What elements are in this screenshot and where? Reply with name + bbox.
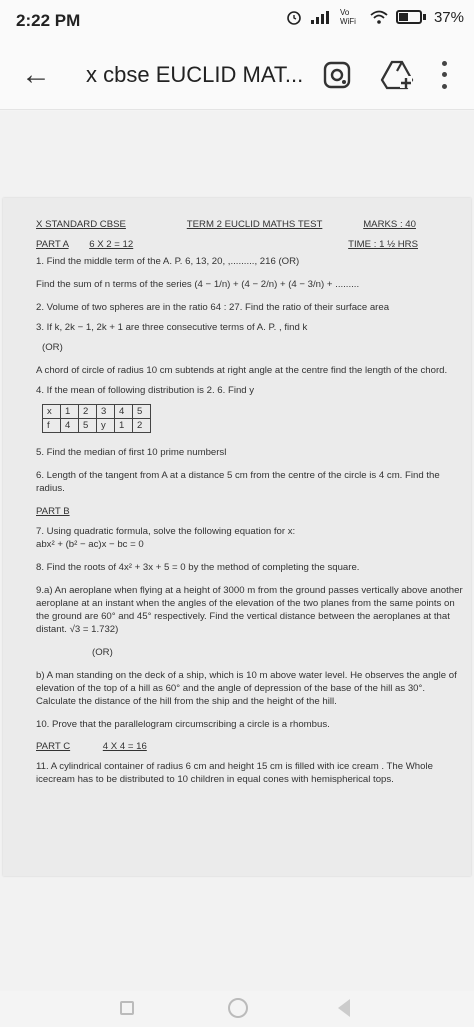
question-2: 2. Volume of two spheres are in the ratio 64 : 27. Find the ratio of their surface area — [36, 301, 390, 313]
table-row: x 1 2 3 4 5 — [43, 405, 151, 419]
part-b-heading: PART B — [36, 506, 70, 518]
question-11: 11. A cylindrical container of radius 6 cm and height 15 cm is filled with ice cream . The Whole icecream has to be distributed to 10 children in equal cones with hemispherical tops. — [36, 761, 433, 786]
question-3: 3. If k, 2k − 1, 2k + 1 are three consecutive terms of A. P. , find k — [36, 321, 308, 333]
test-title: TERM 2 EUCLID MATHS TEST — [186, 219, 323, 230]
question-9a: 9.a) An aeroplane when flying at a height of 3000 m from the ground passes vertically above another aeroplane at an instant when the angles of the elevation of the two planes from the same points on the ground are 60° and 45° respectively. Find the vertical distance between the aeroplanes at that distant. √3 = 1.732) — [36, 585, 463, 635]
back-arrow-icon[interactable]: ← — [21, 58, 51, 91]
status-bar — [0, 0, 474, 40]
question-7: 7. Using quadratic formula, solve the following equation for x: — [36, 526, 296, 538]
standard-label: X STANDARD CBSE — [36, 219, 126, 230]
document-viewer[interactable] — [0, 111, 474, 991]
app-bar — [0, 40, 474, 110]
recents-icon[interactable] — [120, 1001, 134, 1015]
back-icon[interactable] — [338, 999, 350, 1017]
document-content — [36, 219, 464, 787]
marks-label: MARKS : 40 — [363, 219, 416, 230]
status-icons — [286, 8, 464, 26]
vowifi-label: Vo WiFi — [339, 8, 356, 26]
status-time: 2:22 PM — [16, 11, 81, 30]
question-8: 8. Find the roots of 4x² + 3x + 5 = 0 by the method of completing the square. — [36, 562, 360, 574]
header-row-2 — [36, 239, 464, 252]
drive-add-icon[interactable] — [380, 60, 414, 90]
navigation-bar — [0, 991, 474, 1027]
document-page — [3, 198, 471, 876]
or-label: (OR) — [92, 646, 113, 658]
question-10: 10. Prove that the parallelogram circumscribing a circle is a rhombus. — [36, 718, 330, 730]
part-a-heading: PART A 6 X 2 = 12 — [36, 238, 134, 250]
question-4: 4. If the mean of following distribution is 2. 6. Find y — [36, 384, 255, 396]
question-3-alt: A chord of circle of radius 10 cm subtends at right angle at the centre find the length of the chord. — [36, 364, 448, 376]
question-1-alt: Find the sum of n terms of the series (4 − 1/n) + (4 − 2/n) + (4 − 3/n) + ......... — [36, 278, 360, 290]
document-title: x cbse EUCLID MAT... — [86, 62, 304, 87]
google-lens-icon[interactable] — [322, 60, 352, 90]
time-label: TIME : 1 ½ HRS — [348, 238, 418, 250]
or-label: (OR) — [42, 341, 63, 353]
home-icon[interactable] — [228, 998, 248, 1018]
part-c-heading: PART C 4 X 4 = 16 — [36, 741, 147, 753]
battery-icon — [396, 10, 426, 24]
table-row: f 4 5 y 1 2 — [43, 419, 151, 433]
question-1: 1. Find the middle term of the A. P. 6, 13, 20, ,........., 216 (OR) — [36, 255, 300, 267]
battery-percent: 37% — [433, 8, 464, 26]
header-row-1 — [36, 219, 464, 232]
question-7-equation: abx² + (b² − ac)x − bc = 0 — [36, 539, 144, 551]
wifi-icon — [370, 10, 388, 24]
distribution-table — [42, 404, 151, 433]
question-9b: b) A man standing on the deck of a ship, which is 10 m above water level. He observes the angle of elevation of the top of a hill as 60° and the angle of depression of the base of the hill as 30°. Calculate the distance of the hill from the ship and the height of the hill. — [36, 669, 457, 707]
signal-icon — [310, 10, 332, 24]
alarm-icon — [286, 9, 302, 25]
question-5: 5. Find the median of first 10 prime numbersl — [36, 447, 227, 459]
question-6: 6. Length of the tangent from A at a distance 5 cm from the centre of the circle is 4 cm. Find the radius. — [36, 470, 440, 495]
more-vert-icon[interactable] — [434, 58, 454, 92]
